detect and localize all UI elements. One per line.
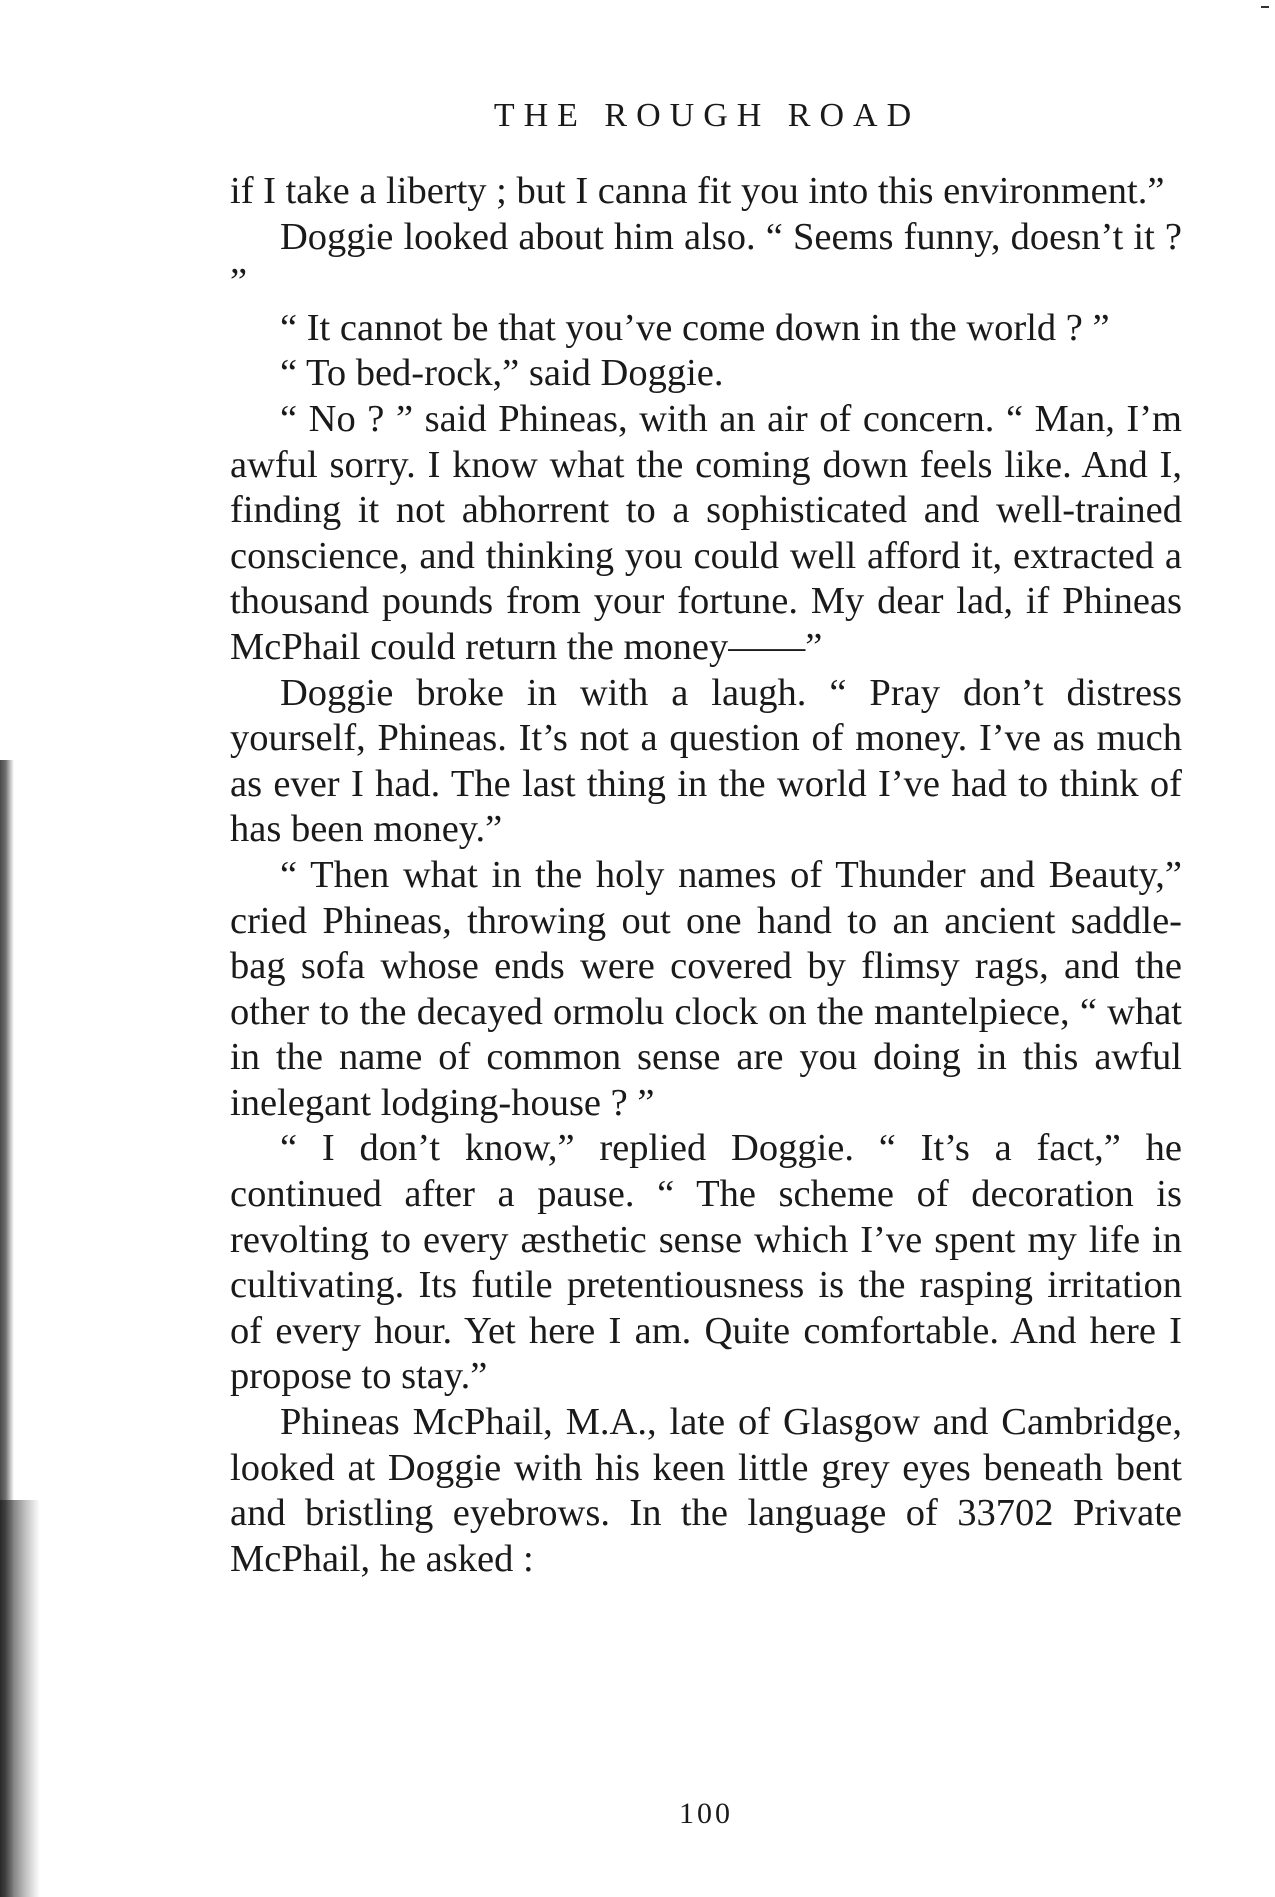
paragraph: Doggie broke in with a laugh. “ Pray don’t distress yourself, Phineas. It’s not a question of money. I’ve as much as ever I had. The last thing in the world I’ve had to think of has been money.” xyxy=(230,671,1182,851)
running-head: THE ROUGH ROAD xyxy=(493,97,921,134)
corner-mark xyxy=(1261,6,1269,8)
paragraph: Phineas McPhail, M.A., late of Glasgow and Cambridge, looked at Doggie with his keen little grey eyes beneath bent and bristling eyebrows. In the language of 33702 Private McPhail, he asked : xyxy=(230,1401,1182,1580)
paragraph: “ I don’t know,” replied Doggie. “ It’s a fact,” he continued after a pause. “ The scheme of decoration is revolting to every æsthetic sense which I’ve spent my life in cultivating. Its futile pretentiousness is the rasping irritation of every hour. Yet here I am. Quite comfortable. And here I propose to stay.” xyxy=(230,1127,1182,1398)
paragraph: if I take a liberty ; but I canna fit you into this environment.” xyxy=(230,170,1165,212)
paragraph: Doggie looked about him also. “ Seems funny, doesn’t it ? ” xyxy=(230,215,1182,304)
binding-shadow-lower xyxy=(0,1500,40,1897)
page-number: 100 xyxy=(679,1797,733,1830)
paragraph: “ Then what in the holy names of Thunder and Beauty,” cried Phineas, throwing out one hand to an ancient saddle-bag sofa whose ends were covered by flimsy rags, and the other to the decayed ormolu clock on the mantelpiece, “ what in the name of common sense are you doing in this awful inelegant lodging-house ? ” xyxy=(230,853,1182,1124)
paragraph: “ To bed-rock,” said Doggie. xyxy=(280,352,724,395)
body-text xyxy=(230,169,1182,1582)
paragraph: “ It cannot be that you’ve come down in the world ? ” xyxy=(280,306,1110,349)
paragraph: “ No ? ” said Phineas, with an air of concern. “ Man, I’m awful sorry. I know what the coming down feels like. And I, finding it not abhorrent to a sophisticated and well-trained conscience, and thinking you could well afford it, extracted a thousand pounds from your fortune. My dear lad, if Phineas McPhail could return the money——” xyxy=(230,397,1182,668)
